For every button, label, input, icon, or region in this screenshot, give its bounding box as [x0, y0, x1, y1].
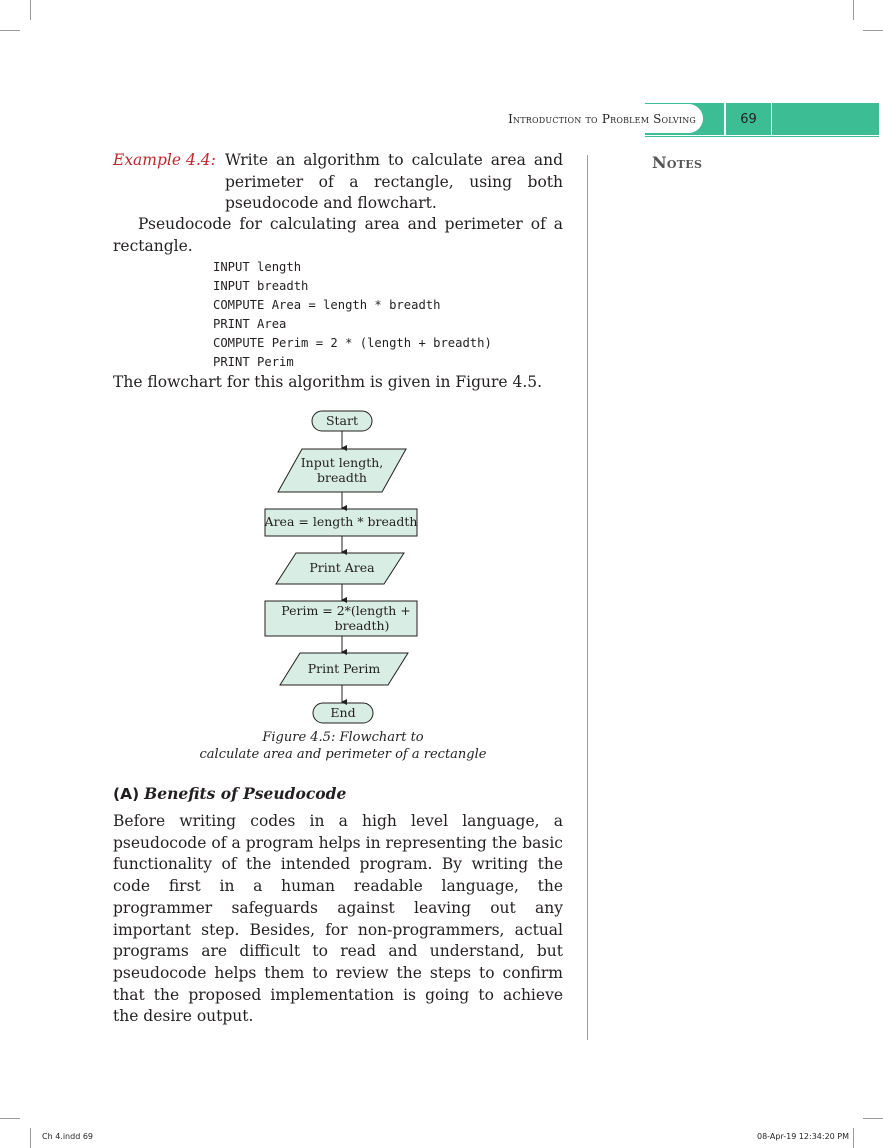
code-line: PRINT Perim: [213, 355, 294, 369]
crop-mark: [30, 0, 31, 20]
crop-mark: [853, 0, 854, 20]
end-label: End: [330, 705, 356, 720]
crop-mark: [863, 30, 883, 31]
footer-timestamp: 08-Apr-19 12:34:20 PM: [757, 1132, 850, 1141]
code-line: COMPUTE Perim = 2 * (length + breadth): [213, 336, 492, 350]
running-title: Introduction to Problem Solving: [508, 112, 696, 126]
code-line: INPUT length: [213, 260, 302, 274]
notes-label: Notes: [652, 153, 703, 172]
input-label-line1: Input length,: [300, 455, 384, 470]
flowchart-figure: [250, 400, 435, 730]
section-title: Benefits of Pseudocode: [144, 784, 347, 803]
crop-mark: [863, 1118, 883, 1119]
section-prefix: (A): [113, 785, 140, 803]
example-label: Example 4.4:: [113, 151, 216, 169]
example-text: Write an algorithm to calculate area and perimeter of a rectangle, using both pseudocode and flowchart.: [225, 151, 563, 212]
figure-caption-line: calculate area and perimeter of a rectangle: [199, 746, 487, 762]
crop-mark: [0, 1118, 20, 1119]
section-heading: [113, 784, 346, 803]
footer-file-info: Ch 4.indd 69: [42, 1132, 94, 1141]
header-divider: [771, 103, 772, 135]
code-line: COMPUTE Area = length * breadth: [213, 298, 441, 312]
code-line: INPUT breadth: [213, 279, 309, 293]
print-area-label: Print Area: [309, 560, 375, 575]
perim-label-line2: breadth): [334, 618, 390, 633]
print-perim-label: Print Perim: [307, 661, 381, 676]
figure-caption-line: Figure 4.5: Flowchart to: [262, 730, 424, 745]
page-number: 69: [740, 112, 757, 127]
pseudocode-block: [213, 258, 492, 372]
intro-paragraph: Pseudocode for calculating area and perimeter of a rectangle.: [113, 215, 563, 255]
margin-rule: [587, 155, 588, 1040]
code-line: PRINT Area: [213, 317, 287, 331]
crop-mark: [853, 1128, 854, 1148]
crop-mark: [30, 1128, 31, 1148]
header-rule: [645, 136, 879, 137]
start-label: Start: [325, 413, 359, 428]
flowchart-intro: The flowchart for this algorithm is given in Figure 4.5.: [113, 373, 543, 391]
body-paragraph: Before writing codes in a high level language, a pseudocode of a program helps in representing the basic functionality of the intended program. By writing the code first in a human readable language, the programmer safeguards against leaving out any important step. Besides, for non-programmers, actual programs are difficult to read and understand, but pseudocode helps them to review the steps to confirm that the proposed implementation is going to achieve the desire output.: [113, 812, 563, 1026]
crop-mark: [0, 30, 20, 31]
figure-caption: [113, 730, 573, 763]
perim-label-line1: Perim = 2*(length +: [281, 603, 411, 618]
input-label-line2: breadth: [317, 470, 367, 485]
area-label: Area = length * breadth: [264, 514, 418, 529]
